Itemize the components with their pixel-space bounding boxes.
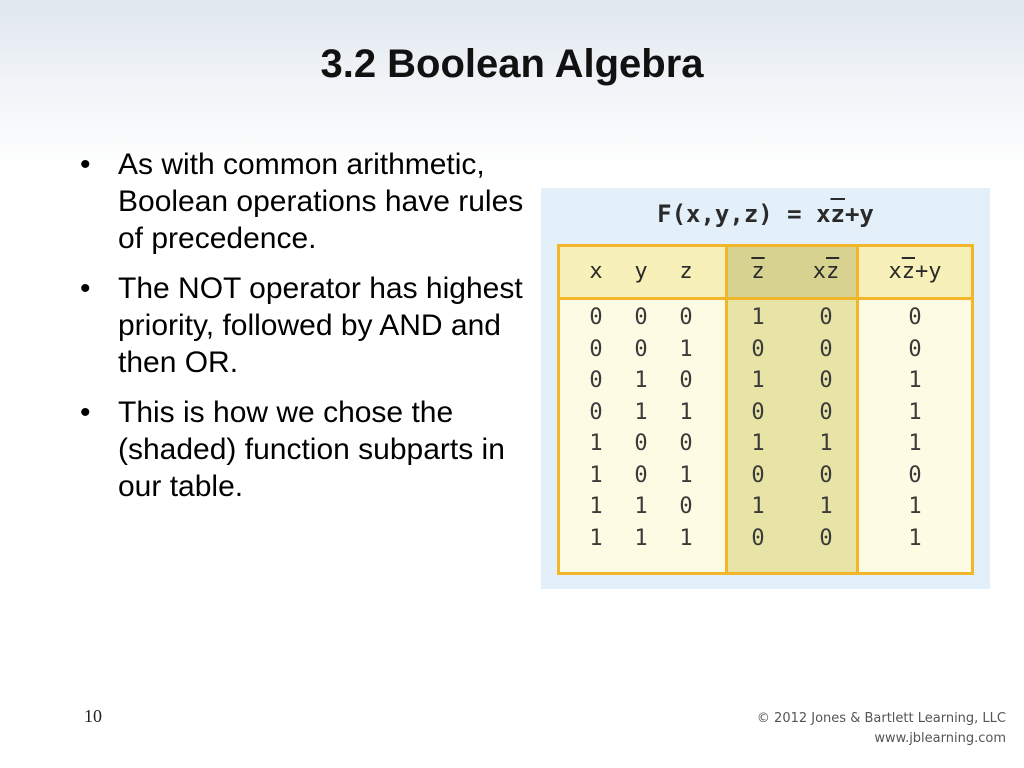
publisher-url: www.jblearning.com <box>874 731 1006 746</box>
cell-not-z: 0 <box>751 462 765 488</box>
bullet-dot: • <box>80 396 91 429</box>
cell-x: 0 <box>589 399 603 425</box>
bullet-dot: • <box>80 272 91 305</box>
bullet-text: This is how we chose the (shaded) function subparts in our table. <box>118 396 505 503</box>
cell-z: 0 <box>679 431 693 456</box>
cell-y: 1 <box>634 368 648 393</box>
page-number: 10 <box>84 706 102 726</box>
cell-y: 1 <box>634 525 648 551</box>
header-not-z: $\overline{z}$ <box>751 259 765 284</box>
cell-result: 0 <box>908 462 922 488</box>
bullet-text: As with common arithmetic, Boolean operations have rules of precedence. <box>118 148 524 255</box>
cell-result: 1 <box>908 494 922 519</box>
cell-x-not-z: 0 <box>819 305 833 330</box>
bullet-dot: • <box>80 148 91 181</box>
cell-result: 1 <box>908 399 922 425</box>
cell-z: 1 <box>679 336 693 362</box>
cell-z: 1 <box>679 525 693 551</box>
cell-y: 0 <box>634 336 648 362</box>
cell-x: 1 <box>589 431 603 456</box>
truth-table-figure <box>541 188 990 589</box>
cell-x: 1 <box>589 462 603 488</box>
cell-x-not-z: 0 <box>819 525 833 551</box>
cell-x-not-z: 1 <box>819 431 833 456</box>
cell-not-z: 1 <box>751 431 765 456</box>
cell-x: 1 <box>589 525 603 551</box>
cell-result: 0 <box>908 336 922 362</box>
cell-y: 0 <box>634 431 648 456</box>
cell-not-z: 0 <box>751 336 765 362</box>
bullet-list <box>78 146 528 518</box>
cell-result: 1 <box>908 368 922 393</box>
column-divider <box>725 247 728 572</box>
bullet-item <box>78 146 528 257</box>
cell-result: 1 <box>908 431 922 456</box>
cell-not-z: 1 <box>751 305 765 330</box>
bullet-text: The NOT operator has highest priority, followed by AND and then OR. <box>118 272 523 379</box>
cell-z: 1 <box>679 399 693 425</box>
slide-title: 3.2 Boolean Algebra <box>320 42 704 86</box>
cell-not-z: 0 <box>751 399 765 425</box>
cell-x: 1 <box>589 494 603 519</box>
cell-y: 1 <box>634 399 648 425</box>
cell-z: 1 <box>679 462 693 488</box>
header-function-result: $x\overline{z}+y$ <box>888 259 942 284</box>
cell-x: 0 <box>589 336 603 362</box>
header-x: x <box>589 259 603 284</box>
header-y: y <box>634 259 648 284</box>
cell-x: 0 <box>589 305 603 330</box>
cell-not-z: 1 <box>751 368 765 393</box>
cell-y: 1 <box>634 494 648 519</box>
header-x-not-z: $x\overline{z}$ <box>812 259 840 284</box>
cell-x-not-z: 0 <box>819 399 833 425</box>
formula-prefix: F(x,y,z) = x <box>657 200 831 228</box>
cell-x-not-z: 1 <box>819 494 833 519</box>
cell-not-z: 0 <box>751 525 765 551</box>
cell-z: 0 <box>679 368 693 393</box>
cell-y: 0 <box>634 462 648 488</box>
header-z: z <box>679 259 693 284</box>
cell-x-not-z: 0 <box>819 336 833 362</box>
copyright-line: © 2012 Jones & Bartlett Learning, LLC <box>756 711 1006 726</box>
cell-x-not-z: 0 <box>819 462 833 488</box>
formula-suffix: +y <box>844 200 874 228</box>
bullet-item <box>78 394 528 505</box>
bullet-item <box>78 270 528 381</box>
cell-x: 0 <box>589 368 603 393</box>
formula-overbar-z: $\overline{z}$ <box>830 200 845 228</box>
cell-not-z: 1 <box>751 494 765 519</box>
function-formula <box>541 200 990 228</box>
truth-table <box>557 244 974 575</box>
cell-result: 1 <box>908 525 922 551</box>
cell-y: 0 <box>634 305 648 330</box>
header-divider <box>560 297 971 300</box>
cell-z: 0 <box>679 305 693 330</box>
cell-result: 0 <box>908 305 922 330</box>
cell-z: 0 <box>679 494 693 519</box>
copyright-notice <box>757 709 1006 749</box>
column-divider <box>856 247 859 572</box>
cell-x-not-z: 0 <box>819 368 833 393</box>
